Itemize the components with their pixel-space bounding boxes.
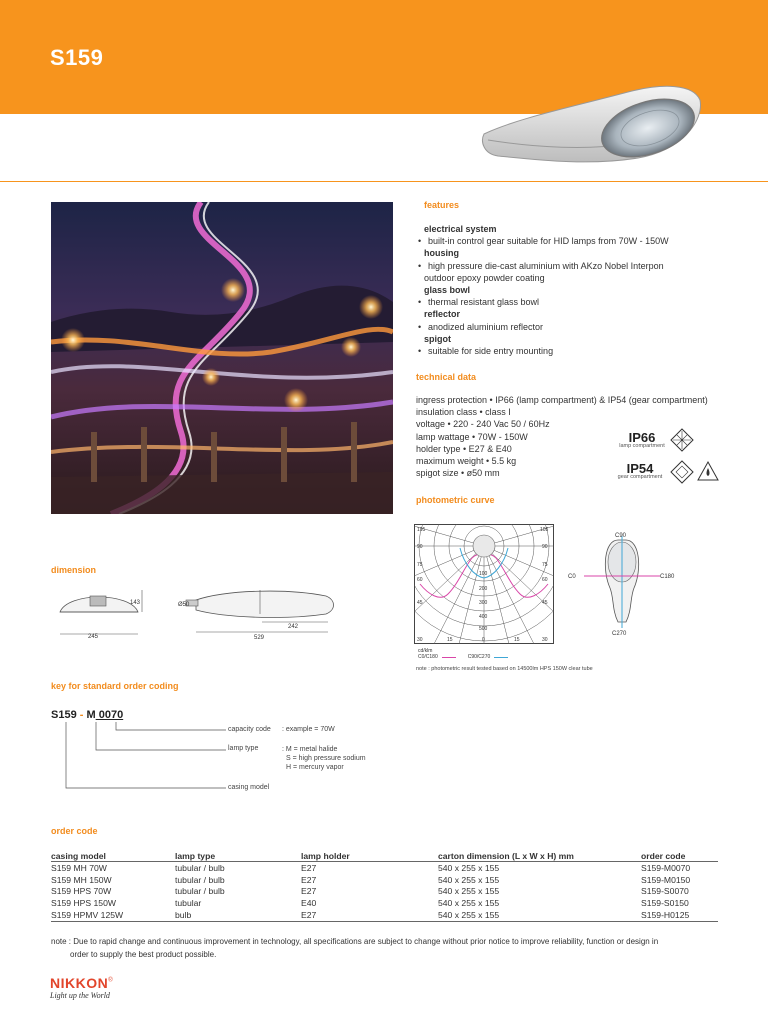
angle-label: 0 — [482, 637, 485, 643]
table-cell: tubular / bulb — [175, 862, 225, 873]
dust-protected-icon — [670, 460, 694, 484]
feature-item: • thermal resistant glass bowl — [416, 296, 746, 308]
angle-label: 105 — [417, 527, 426, 533]
legend-c0-swatch — [442, 657, 456, 658]
inner-dim: 242 — [288, 624, 299, 630]
brand-logo — [50, 975, 113, 1000]
technical-heading: technical data — [416, 372, 477, 382]
column-header: carton dimension (L x W x H) mm — [438, 850, 641, 862]
angle-label: 15 — [447, 637, 453, 643]
table-row — [51, 886, 718, 898]
unit-label: cd/klm — [418, 648, 433, 654]
c180-label: C180 — [660, 574, 675, 580]
table-cell: E27 — [301, 874, 317, 885]
footer-note — [51, 936, 741, 961]
capacity-code-label: capacity code — [228, 726, 271, 733]
radial-label: 300 — [479, 600, 488, 606]
brand-tagline: Light up the World — [50, 991, 110, 1000]
tech-line: holder type • E27 & E40 — [416, 443, 512, 454]
feature-item: • anodized aluminium reflector — [416, 321, 746, 333]
width-dim: 245 — [88, 634, 99, 640]
order-table — [51, 850, 718, 922]
legend-c0: C0/C180 — [418, 654, 438, 660]
side-view-drawing — [176, 584, 346, 642]
feature-item: • built-in control gear suitable for HID lamps from 70W - 150W — [416, 235, 746, 247]
tech-line: maximum weight • 5.5 kg — [416, 456, 517, 467]
table-cell: S159 HPS 150W — [51, 898, 116, 909]
angle-label: 15 — [514, 637, 520, 643]
table-cell: S159 MH 70W — [51, 862, 107, 873]
table-cell: S159 HPS 70W — [51, 886, 112, 897]
ip66-badge — [612, 430, 672, 449]
table-cell: S159-S0070 — [641, 886, 689, 897]
order-heading: order code — [51, 826, 98, 836]
table-cell: 540 x 255 x 155 — [438, 886, 500, 897]
c90-label: C90 — [615, 533, 627, 539]
night-highway-photo — [51, 202, 393, 514]
table-cell: 540 x 255 x 155 — [438, 874, 500, 885]
features-heading: features — [424, 200, 460, 210]
table-row — [51, 897, 718, 909]
table-cell: S159-H0125 — [641, 910, 690, 921]
angle-label: 75 — [542, 562, 548, 568]
capacity-code-desc: : example = 70W — [282, 726, 335, 733]
table-cell: S159 HPMV 125W — [51, 910, 124, 921]
column-header: order code — [641, 850, 718, 862]
code-model: S159 — [51, 709, 77, 721]
drip-protected-icon — [697, 460, 719, 482]
feature-title: glass bowl — [424, 285, 471, 296]
feature-title: housing — [424, 248, 459, 259]
table-cell: bulb — [175, 910, 192, 921]
table-cell: tubular / bulb — [175, 886, 225, 897]
table-row — [51, 874, 718, 886]
table-cell: E27 — [301, 910, 317, 921]
table-cell: 540 x 255 x 155 — [438, 898, 500, 909]
tech-line: lamp wattage • 70W - 150W — [416, 431, 528, 442]
angle-label: 90 — [542, 544, 548, 550]
code-connector-lines — [60, 718, 230, 794]
tech-line: ingress protection • IP66 (lamp compartment) & IP54 (gear compartment) — [416, 395, 708, 405]
lamp-desc-line: : M = metal halide — [282, 746, 338, 753]
feature-title: reflector — [424, 309, 461, 320]
angle-label: 45 — [542, 600, 548, 606]
feature-item: • suitable for side entry mounting — [416, 345, 746, 357]
table-cell: E27 — [301, 862, 317, 873]
length-dim: 529 — [254, 635, 265, 641]
feature-title: spigot — [424, 333, 451, 344]
footer-note-line1: note : Due to rapid change and continuous improvement in technology, all specifications are subject to change without prior notice to improve reliability, function or design in — [51, 937, 659, 946]
angle-label: 75 — [417, 562, 423, 568]
tech-line: voltage • 220 - 240 Vac 50 / 60Hz — [416, 419, 550, 430]
legend-c90-swatch — [494, 657, 508, 658]
brand-reg: ® — [108, 977, 113, 984]
code-type: M — [86, 709, 96, 721]
angle-label: 30 — [542, 637, 548, 643]
table-cell: E27 — [301, 886, 317, 897]
dimension-heading: dimension — [51, 565, 97, 575]
brand-name: NIKKON — [50, 975, 109, 991]
casing-model-label: casing model — [228, 784, 270, 791]
tech-line: insulation class • class I — [416, 407, 511, 418]
table-row — [51, 862, 718, 874]
table-cell: tubular — [175, 898, 202, 909]
ip66-label: lamp compartment — [619, 443, 665, 449]
height-dim: 143 — [130, 600, 141, 606]
radial-label: 100 — [479, 571, 488, 577]
spigot-dim: Ø50 — [178, 602, 190, 608]
feature-item-continued: outdoor epoxy powder coating — [424, 272, 545, 283]
dust-tight-icon — [670, 428, 694, 452]
table-cell: S159-M0150 — [641, 874, 691, 885]
lamp-desc-line: S = high pressure sodium — [286, 755, 366, 762]
header-rule — [0, 181, 768, 182]
code-separator: - — [76, 709, 87, 721]
lamp-desc-line: H = mercury vapor — [286, 764, 344, 771]
feature-item: • high pressure die-cast aluminium with AKzo Nobel Interpon — [416, 260, 746, 272]
column-header: lamp type — [175, 850, 301, 862]
feature-title: electrical system — [424, 224, 497, 234]
angle-label: 30 — [417, 637, 423, 643]
radial-label: 500 — [479, 626, 488, 632]
table-cell: S159-M0070 — [641, 862, 691, 873]
ip54-label: gear compartment — [617, 474, 663, 480]
table-cell: E40 — [301, 898, 317, 909]
column-header: lamp holder — [301, 850, 438, 862]
ip54-code: IP54 — [626, 461, 654, 476]
legend-c90: C90/C270 — [467, 654, 491, 660]
angle-label: 60 — [417, 577, 423, 583]
photometric-heading: photometric curve — [416, 495, 495, 505]
radial-label: 400 — [479, 614, 488, 620]
table-header-row — [51, 850, 718, 862]
c-plane-diagram — [566, 530, 678, 640]
photometric-legend — [418, 648, 508, 660]
table-row — [51, 909, 718, 921]
front-view-drawing — [54, 584, 154, 642]
page-title: S159 — [50, 45, 104, 70]
angle-label: 45 — [417, 600, 423, 606]
features-list — [416, 223, 746, 357]
angle-label: 60 — [542, 577, 548, 583]
photometric-polar-diagram — [414, 524, 554, 644]
angle-label: 105 — [540, 527, 549, 533]
c270-label: C270 — [612, 631, 627, 637]
tech-line: spigot size • ø50 mm — [416, 468, 500, 479]
radial-label: 200 — [479, 586, 488, 592]
product-image — [478, 78, 710, 178]
footer-note-line2: order to supply the best product possible. — [70, 949, 217, 959]
ip66-code: IP66 — [628, 430, 656, 445]
code-capacity: 0070 — [95, 709, 124, 721]
lamp-type-label: lamp type — [228, 745, 259, 752]
table-cell: S159-S0150 — [641, 898, 689, 909]
table-cell: 540 x 255 x 155 — [438, 910, 500, 921]
angle-label: 90 — [417, 544, 423, 550]
key-heading: key for standard order coding — [51, 681, 179, 691]
table-cell: 540 x 255 x 155 — [438, 862, 500, 873]
ip54-badge — [608, 461, 672, 480]
photometric-note: note : photometric result tested based on 14500lm HPS 150W clear tube — [416, 666, 593, 672]
table-cell: tubular / bulb — [175, 874, 225, 885]
column-header: casing model — [51, 850, 175, 862]
lamp-type-desc — [282, 745, 366, 772]
c0-label: C0 — [568, 574, 576, 580]
table-cell: S159 MH 150W — [51, 874, 112, 885]
